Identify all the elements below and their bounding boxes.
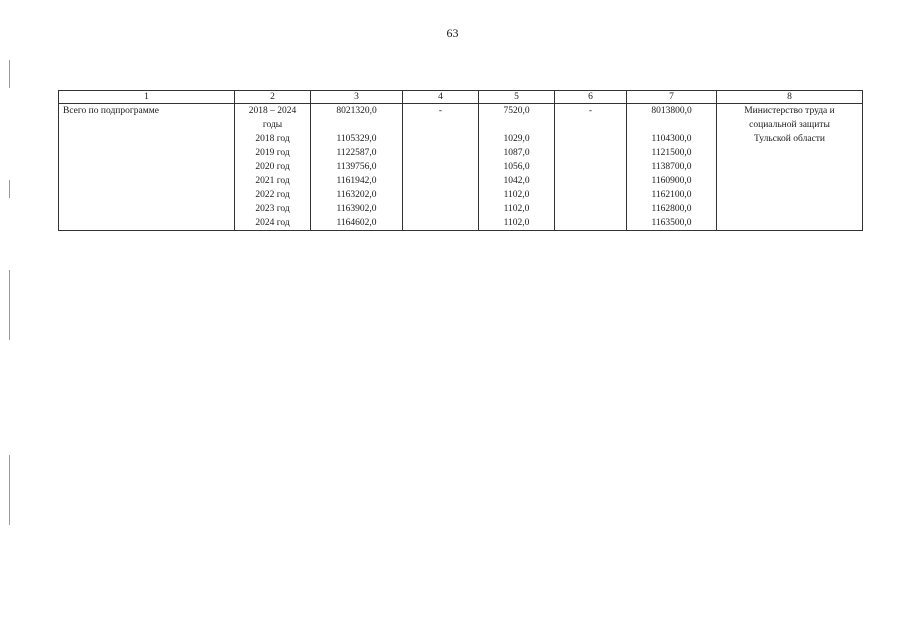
- col7-value: 1163500,0: [651, 218, 692, 228]
- scan-artifact: [9, 270, 10, 340]
- col7-cell: [627, 104, 717, 231]
- period-value: 2019 год: [255, 148, 290, 158]
- col7-value: [631, 118, 712, 132]
- header-cell-8: 8: [717, 91, 863, 104]
- col7-value: 1160900,0: [651, 176, 692, 186]
- col5-value: 1056,0: [503, 162, 530, 172]
- header-cell-1: 1: [59, 91, 235, 104]
- col6-value: -: [588, 106, 593, 116]
- header-cell-3: 3: [311, 91, 403, 104]
- col7-value: 1104300,0: [651, 134, 692, 144]
- table-row: [59, 104, 863, 231]
- period-value: 2018 – 2024: [248, 106, 297, 116]
- col5-value: 1087,0: [503, 148, 530, 158]
- responsible-line: социальной защиты: [749, 120, 830, 130]
- period-value: 2021 год: [255, 176, 290, 186]
- budget-table: [58, 90, 863, 231]
- period-value: 2023 год: [255, 204, 290, 214]
- col7-value: 1121500,0: [651, 148, 692, 158]
- header-cell-4: 4: [403, 91, 479, 104]
- period-cell: [235, 104, 311, 231]
- col3-value: 1163202,0: [336, 190, 377, 200]
- scan-artifact: [9, 180, 10, 198]
- col3-value: 1105329,0: [336, 134, 377, 144]
- page-number: 63: [446, 26, 459, 40]
- scan-artifact: [9, 455, 10, 525]
- period-value: 2020 год: [255, 162, 290, 172]
- col6-cell: [555, 104, 627, 231]
- col3-value: 1163902,0: [336, 204, 377, 214]
- col7-value: 1162100,0: [651, 190, 692, 200]
- col4-cell: [403, 104, 479, 231]
- responsible-cell: [717, 104, 863, 231]
- col5-value: 1102,0: [503, 204, 530, 214]
- period-value: 2022 год: [255, 190, 290, 200]
- col5-value: 1042,0: [503, 176, 530, 186]
- header-cell-2: 2: [235, 91, 311, 104]
- header-row: [59, 91, 863, 104]
- scan-artifact: [9, 60, 10, 88]
- col5-value: 1102,0: [503, 218, 530, 228]
- col3-value: 1161942,0: [336, 176, 377, 186]
- col3-value: [315, 118, 398, 132]
- col5-cell: [479, 104, 555, 231]
- row-name-cell: [59, 104, 235, 231]
- header-cell-5: 5: [479, 91, 555, 104]
- col3-value: 1122587,0: [336, 148, 377, 158]
- col3-cell: [311, 104, 403, 231]
- col5-value: [483, 118, 550, 132]
- col3-value: 1139756,0: [336, 162, 377, 172]
- row-name: Всего по подпрограмме: [63, 106, 159, 116]
- header-cell-7: 7: [627, 91, 717, 104]
- col5-value: 1102,0: [503, 190, 530, 200]
- responsible-line: Министерство труда и: [744, 106, 835, 116]
- col4-value: -: [438, 106, 443, 116]
- responsible-line: Тульской области: [753, 134, 826, 144]
- period-value: 2018 год: [255, 134, 290, 144]
- period-value: 2024 год: [255, 218, 290, 228]
- header-cell-6: 6: [555, 91, 627, 104]
- col5-value: 7520,0: [503, 106, 530, 116]
- col7-value: 1162800,0: [651, 204, 692, 214]
- col7-value: 1138700,0: [651, 162, 692, 172]
- col7-value: 8013800,0: [651, 106, 692, 116]
- col3-value: 8021320,0: [336, 106, 377, 116]
- col5-value: 1029,0: [503, 134, 530, 144]
- col3-value: 1164602,0: [336, 218, 377, 228]
- period-value: годы: [262, 120, 283, 130]
